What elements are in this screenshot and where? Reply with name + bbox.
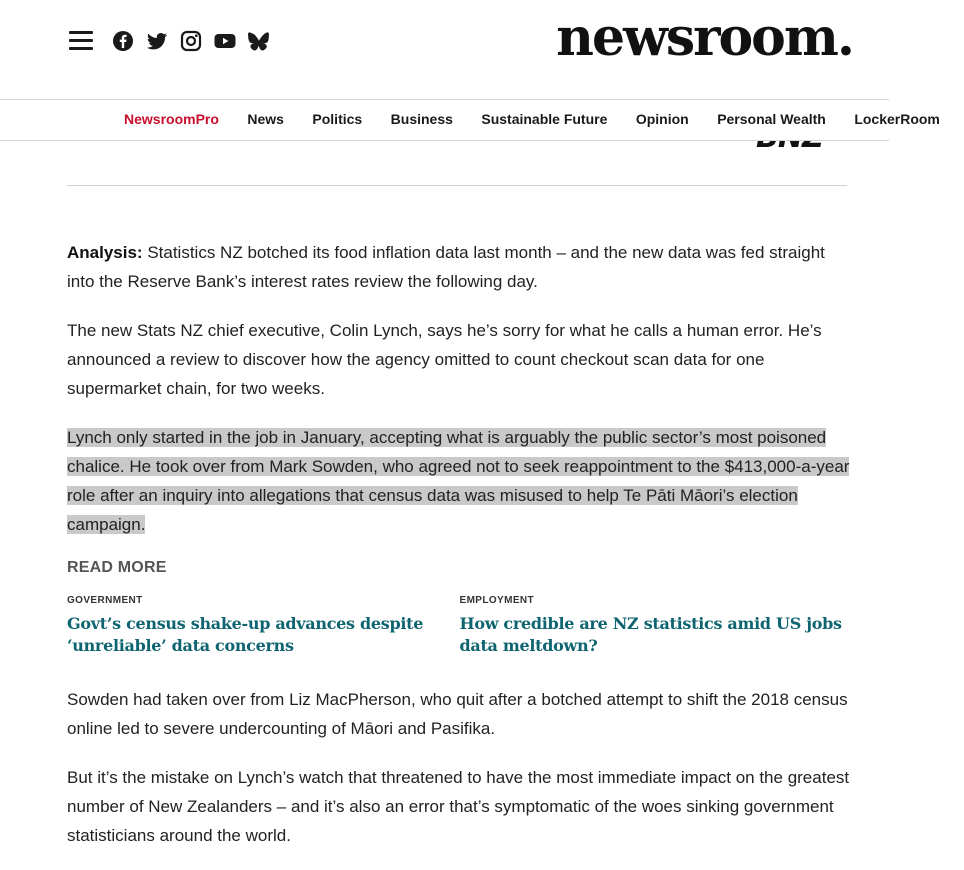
nav-item-newsroompro[interactable]: NewsroomPro bbox=[124, 111, 219, 127]
article-paragraph-selected bbox=[67, 423, 852, 539]
main-nav bbox=[0, 99, 940, 141]
lead-text: Statistics NZ botched its food inflation data last month – and the new data was fed straight into the Reserve Bank’s interest rates review the following day. bbox=[67, 243, 825, 291]
nav-item-personal-wealth[interactable]: Personal Wealth bbox=[717, 111, 826, 127]
nav-item-opinion[interactable]: Opinion bbox=[635, 111, 689, 127]
related-headline-link[interactable]: Govt’s census shake-up advances despite ‘unreliable’ data concerns bbox=[67, 614, 424, 655]
youtube-icon[interactable] bbox=[213, 29, 237, 53]
related-category[interactable]: EMPLOYMENT bbox=[459, 595, 535, 606]
nav-item-politics[interactable]: Politics bbox=[312, 111, 363, 127]
divider bbox=[67, 185, 847, 186]
twitter-icon[interactable] bbox=[145, 29, 169, 53]
selected-text: Lynch only started in the job in January, accepting what is arguably the public sector’s most poisoned chalice. He took over from Mark Sowden, who agreed not to seek reappointment to the $413,000-a-year role after an inquiry into allegations that census data was misused to help Te Pāti Māori’s election campaign. bbox=[67, 428, 850, 534]
related-headline-link[interactable]: How credible are NZ statistics amid US jobs data meltdown? bbox=[459, 614, 842, 655]
nav-item-sustainable-future[interactable]: Sustainable Future bbox=[481, 111, 608, 127]
bluesky-icon[interactable] bbox=[247, 29, 271, 53]
read-more-heading: READ MORE bbox=[67, 559, 167, 576]
nav-item-business[interactable]: Business bbox=[390, 111, 453, 127]
nav-item-news[interactable]: News bbox=[247, 111, 284, 127]
article-body bbox=[67, 238, 852, 870]
article-paragraph: The new Stats NZ chief executive, Colin Lynch, says he’s sorry for what he calls a human error. He’s announced a review to discover how the agency omitted to count checkout scan data for one supermarket chain, for two weeks. bbox=[67, 321, 822, 398]
instagram-icon[interactable] bbox=[179, 29, 203, 53]
analysis-label: Analysis: bbox=[67, 243, 143, 262]
related-category[interactable]: GOVERNMENT bbox=[67, 595, 143, 606]
related-card bbox=[460, 595, 853, 657]
facebook-icon[interactable] bbox=[111, 29, 135, 53]
article-paragraph: Sowden had taken over from Liz MacPherson, who quit after a botched attempt to shift the 2018 census online led to severe undercounting of Māori and Pasifika. bbox=[67, 690, 848, 738]
menu-icon[interactable] bbox=[69, 31, 93, 53]
site-header bbox=[0, 0, 889, 100]
nav-item-lockerroom[interactable]: LockerRoom bbox=[854, 111, 940, 127]
site-logo[interactable]: newsroom. bbox=[556, 7, 853, 68]
related-articles bbox=[67, 595, 852, 657]
article-paragraph: But it’s the mistake on Lynch’s watch that threatened to have the most immediate impact on the greatest number of New Zealanders – and it’s also an error that’s symptomatic of the woes sinking government statisticians around the world. bbox=[67, 768, 850, 845]
related-card bbox=[67, 595, 460, 657]
article-lead-paragraph bbox=[67, 238, 852, 296]
